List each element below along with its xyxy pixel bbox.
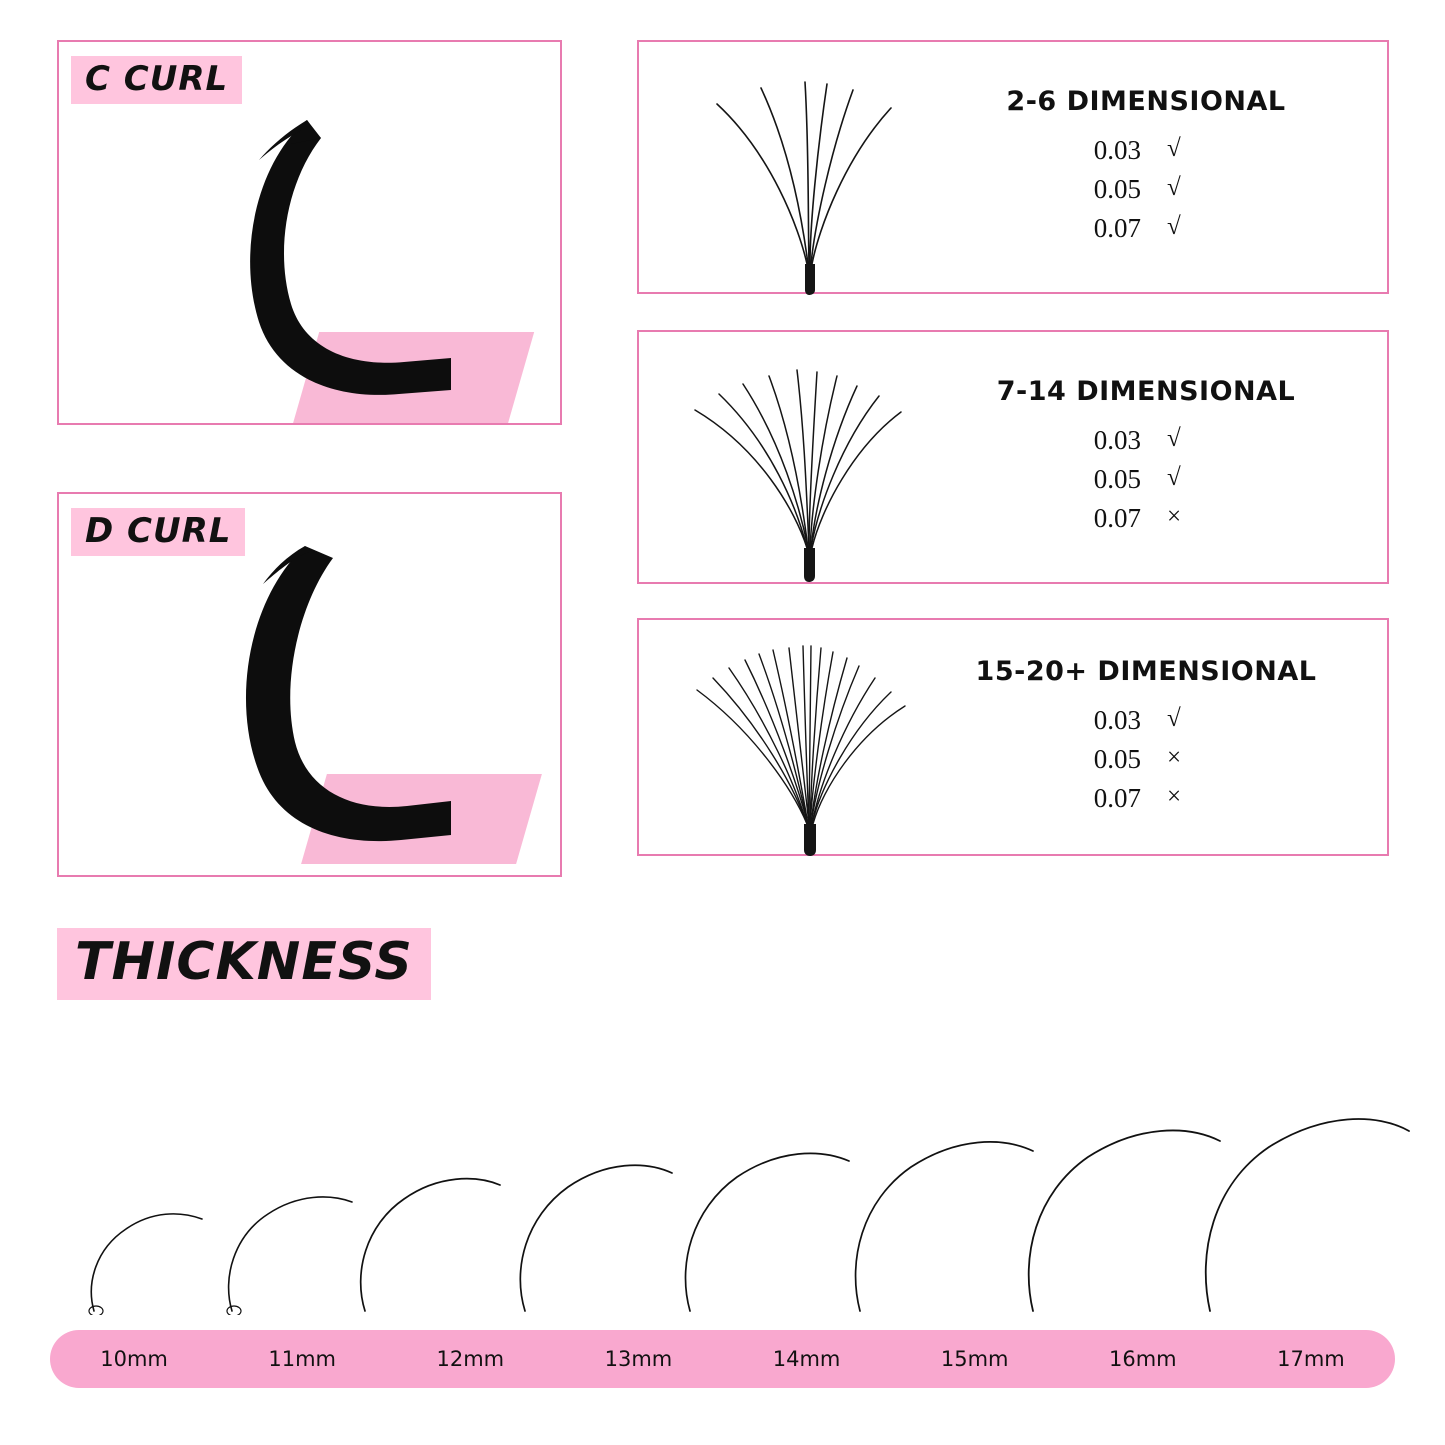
spec-value: 0.07 — [1093, 783, 1141, 814]
lash-11mm-icon — [220, 1090, 360, 1320]
spec-value: 0.07 — [1093, 503, 1141, 534]
dimension-title: 2-6 DIMENSIONAL — [1006, 85, 1286, 117]
lash-12mm-icon — [352, 1065, 507, 1320]
thickness-label: THICKNESS — [57, 928, 431, 1000]
dimension-title: 15-20+ DIMENSIONAL — [975, 655, 1317, 687]
spec-row — [939, 499, 1353, 538]
spec-value: 0.05 — [1093, 743, 1141, 774]
spec-value: 0.03 — [1093, 704, 1141, 735]
lash-10mm-icon — [82, 1115, 212, 1320]
lash-length-row — [52, 990, 1397, 1320]
size-label-11mm: 11mm — [268, 1347, 336, 1371]
spec-value: 0.05 — [1093, 173, 1141, 204]
size-label-15mm: 15mm — [940, 1347, 1009, 1371]
lash-fan-6-icon — [639, 42, 939, 292]
lash-15mm-icon — [847, 1003, 1042, 1320]
spec-mark: √ — [1167, 213, 1181, 241]
curl-label-c: C CURL — [71, 56, 242, 104]
size-label-14mm: 14mm — [772, 1347, 841, 1371]
curl-panel-d — [57, 492, 562, 877]
dimension-text-7-14 — [939, 376, 1387, 538]
dimension-panel-7-14 — [637, 330, 1389, 584]
lash-13mm-icon — [512, 1043, 680, 1320]
size-label-12mm: 12mm — [436, 1347, 505, 1371]
spec-mark: √ — [1167, 424, 1181, 452]
dimension-panel-15-20 — [637, 618, 1389, 856]
spec-value: 0.03 — [1093, 134, 1141, 165]
spec-row — [939, 779, 1353, 818]
curl-label-d: D CURL — [71, 508, 245, 556]
spec-mark: √ — [1167, 463, 1181, 491]
spec-value: 0.05 — [1093, 463, 1141, 494]
lash-14mm-icon — [677, 1023, 857, 1320]
spec-value: 0.03 — [1093, 424, 1141, 455]
spec-row — [939, 740, 1353, 779]
spec-row — [939, 209, 1353, 248]
spec-row — [939, 421, 1353, 460]
dimension-text-15-20 — [939, 656, 1387, 818]
dimension-title: 7-14 DIMENSIONAL — [996, 375, 1296, 407]
spec-mark: × — [1167, 503, 1182, 531]
spec-value: 0.07 — [1093, 213, 1141, 244]
spec-mark: × — [1167, 743, 1182, 771]
size-label-10mm: 10mm — [100, 1347, 168, 1371]
spec-mark: × — [1167, 783, 1182, 811]
spec-mark: √ — [1167, 173, 1181, 201]
lash-fan-10-icon — [639, 332, 939, 582]
spec-row — [939, 170, 1353, 209]
dimension-text-2-6 — [939, 86, 1387, 248]
spec-mark: √ — [1167, 704, 1181, 732]
lash-17mm-icon — [1197, 969, 1417, 1320]
spec-mark: √ — [1167, 134, 1181, 162]
curl-panel-c — [57, 40, 562, 425]
size-label-13mm: 13mm — [604, 1347, 673, 1371]
size-label-17mm: 17mm — [1277, 1347, 1345, 1371]
lash-fan-16-icon — [639, 620, 939, 854]
size-bar — [50, 1330, 1395, 1388]
spec-row — [939, 701, 1353, 740]
spec-row — [939, 131, 1353, 170]
dimension-panel-2-6 — [637, 40, 1389, 294]
size-label-16mm: 16mm — [1108, 1347, 1177, 1371]
spec-row — [939, 460, 1353, 499]
